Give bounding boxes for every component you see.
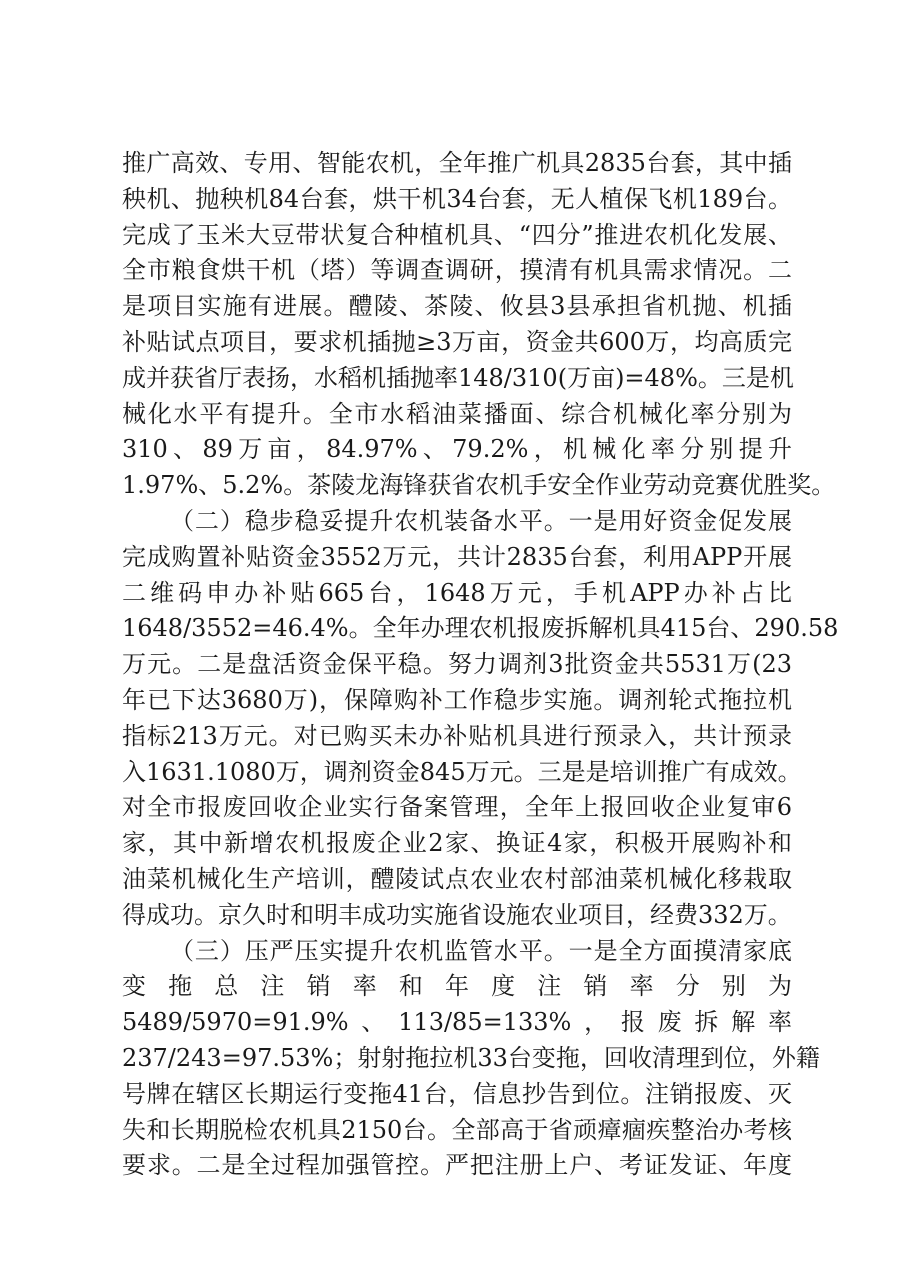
text-line: 指标213万元。对已购买未办补贴机具进行预录入，共计预录	[122, 721, 792, 750]
text-line: 310、89万亩，84.97%、79.2%，机械化率分别提升	[122, 435, 792, 464]
text-line: 油菜机械化生产培训，醴陵试点农业农村部油菜机械化移栽取	[122, 864, 792, 893]
text-line: 秧机、抛秧机84台套，烘干机34台套，无人植保飞机189台。	[122, 184, 792, 213]
text-line: 完成了玉米大豆带状复合种植机具、“四分”推进农机化发展、	[122, 220, 792, 249]
document-body	[122, 146, 839, 1184]
text-line: 补贴试点项目，要求机插抛≥3万亩，资金共600万，均高质完	[122, 327, 792, 356]
text-line: 成并获省厅表扬，水稻机插抛率148/310(万亩)=48%。三是机	[122, 363, 794, 392]
text-line: 家，其中新增农机报废企业2家、换证4家，积极开展购补和	[122, 829, 792, 858]
text-line: 万元。二是盘活资金保平稳。努力调剂3批资金共5531万(23	[122, 650, 792, 679]
text-line: 失和长期脱检农机具2150台。全部高于省顽瘴痼疾整治办考核	[122, 1115, 792, 1144]
text-line: 是项目实施有进展。醴陵、茶陵、攸县3县承担省机抛、机插	[122, 292, 792, 321]
text-line: 完成购置补贴资金3552万元，共计2835台套，利用APP开展	[122, 542, 792, 571]
text-line: 械化水平有提升。全市水稻油菜播面、综合机械化率分别为	[122, 399, 792, 428]
text-line: 237/243=97.53%；射射拖拉机33台变拖，回收清理到位，外籍	[122, 1043, 820, 1072]
text-line: 1.97%、5.2%。茶陵龙海锋获省农机手安全作业劳动竞赛优胜奖。	[122, 471, 836, 500]
text-line: 要求。二是全过程加强管控。严把注册上户、考证发证、年度	[122, 1151, 792, 1180]
paragraph-heading-line: （二）稳步稳妥提升农机装备水平。一是用好资金促发展	[170, 506, 792, 535]
paragraph-heading-line: （三）压严压实提升农机监管水平。一是全方面摸清家底	[170, 936, 792, 965]
text-line: 入1631.1080万，调剂资金845万元。三是是培训推广有成效。	[122, 757, 802, 786]
text-line: 全市粮食烘干机（塔）等调查调研，摸清有机具需求情况。二	[122, 256, 792, 285]
text-line: 对全市报废回收企业实行备案管理，全年上报回收企业复审6	[122, 793, 792, 822]
text-line: 1648/3552=46.4%。全年办理农机报废拆解机具415台、290.58	[122, 614, 839, 643]
text-line: 5489/5970=91.9%、113/85=133%，报废拆解率	[122, 1008, 792, 1037]
text-line: 得成功。京久时和明丰成功实施省设施农业项目，经费332万。	[122, 900, 792, 929]
text-line: 二维码申办补贴665台，1648万元，手机APP办补占比	[122, 578, 792, 607]
text-line: 变拖总注销率和年度注销率分别为	[122, 972, 792, 1001]
text-line: 号牌在辖区长期运行变拖41台，信息抄告到位。注销报废、灭	[122, 1079, 792, 1108]
text-line: 年已下达3680万)，保障购补工作稳步实施。调剂轮式拖拉机	[122, 685, 792, 714]
text-line: 推广高效、专用、智能农机，全年推广机具2835台套，其中插	[122, 149, 792, 177]
